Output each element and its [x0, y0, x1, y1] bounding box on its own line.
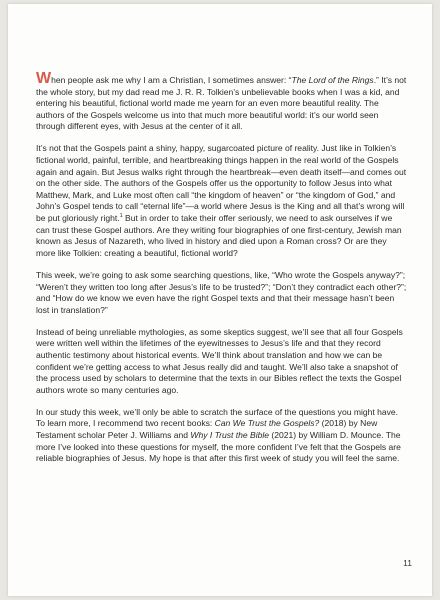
text-run: In our study this week, we’ll only be able to scratch the surface of the questions you might have. To learn more, I recommend two recent books:: [36, 406, 399, 429]
text-run: This week, we’re going to ask some searching questions, like, “Who wrote the Gospels anyway?”; “Weren’t they written too long after Jesus’s life to be trusted?”; “Don’t they contradict each other?”; and “How do we know we even have the right Gospel texts and that their message hasn’t been lost in translation?”: [36, 269, 407, 315]
book-title-italic: The Lord of the Rings: [291, 75, 374, 85]
text-run: (2018) by New Testament scholar Peter J. Williams and: [36, 418, 378, 441]
book-page: [8, 4, 432, 596]
paragraph: [36, 327, 408, 397]
text-run: But in order to take their offer seriously, we need to ask ourselves if we can trust these Gospel authors. Are they writing four biographies of one first-century, Jewish man known as Jesus of Nazareth, who lived in history and died upon a Roman cross? Or are they more like Tolkien: creating a beautiful, fictional world?: [36, 213, 402, 258]
text-run: Instead of being unreliable mythologies, as some skeptics suggest, we’ll see that all four Gospels were written well within the lifetimes of the eyewitnesses to Jesus’s life and that they record authentic testimony about historical events. We’ll think about translation and how we can be confident we’re getting access to what Jesus really did and taught. We’ll also take a snapshot of the process used by scholars to determine that the texts in our Bibles reflect the texts the Gospel authors wrote so many centuries ago.: [36, 326, 403, 395]
paragraph: [36, 407, 408, 465]
body-text: [36, 70, 408, 475]
paragraph: [36, 143, 408, 259]
footnote-marker: 1: [119, 213, 123, 220]
paragraph: [36, 70, 408, 133]
paragraph: [36, 270, 408, 316]
text-run: hen people ask me why I am a Christian, I sometimes answer: “: [51, 75, 292, 85]
book-title-italic: Why I Trust the Bible: [190, 430, 270, 441]
text-run: .” It’s not the whole story, but my dad read me J. R. R. Tolkien’s unbelievable books when I was a kid, and entering his beautiful, fictional world made me yearn for an even more beautiful reality. The authors of the Gospels welcome us into that much more beautiful world: it’s our world seen through different eyes, with Jesus at the center of it all.: [36, 75, 407, 132]
book-title-italic: Can We Trust the Gospels?: [214, 418, 320, 429]
text-run: It’s not that the Gospels paint a shiny, happy, sugarcoated picture of reality. Just like in Tolkien’s fictional world, painful, terrible, and heartbreaking things happen in the real world of the Gospels again and again. But Jesus walks right through the heartbreak—even death itself—and comes out on the other side. The authors of the Gospels offer us the opportunity to follow Jesus into what Matthew, Mark, and Luke most often call “the kingdom of heaven” or “the kingdom of God,” and John’s Gospel tends to call “eternal life”—a world where Jesus is the King and all that’s wrong will be put gloriously right.: [36, 143, 407, 224]
drop-cap: W: [36, 70, 52, 87]
page-number: 11: [403, 558, 412, 568]
text-run: (2021) by William D. Mounce. The more I’ve looked into these questions for myself, the more confident I’ve felt that the Gospels are reliable biographies of Jesus. My hope is that after this first week of study you will feel the same.: [36, 430, 401, 464]
